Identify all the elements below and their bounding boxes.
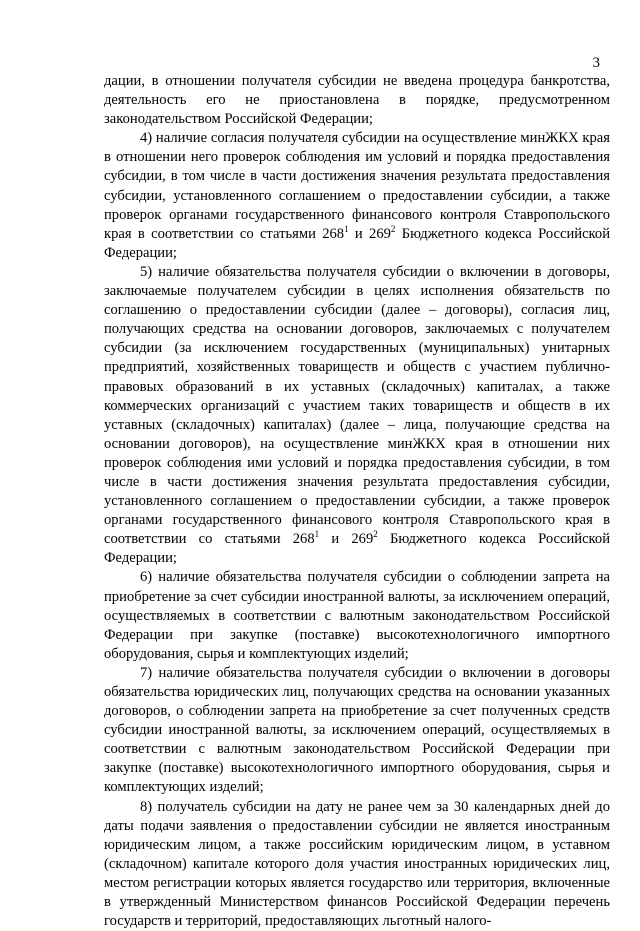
superscript: 2 [390,223,396,234]
paragraph-text: и 269 [319,531,374,548]
paragraph-continuation: дации, в отношении получателя субсидии не введена процедура банкротства, деятельность его не приостановлена в порядке, предусмотренном законодательством Российской Федерации; [104,73,610,128]
paragraph-text: 5) наличие обязательства получателя субсидии о включении в договоры, заключаемые получателем субсидии в целях исполнения обязательств по соглашению о предоставлении субсидии (далее – договоры), согласия лиц, получающих средства на основании договоров, заключаемых с получателем субсидии (за исключением государственных (муниципальных) унитарных предприятий, хозяйственных товариществ и обществ с участием публично-правовых образований в их уставных (складочных) капиталах, а также коммерческих организаций с участием таких товариществ и обществ в их уставных (складочных) капиталах) (далее – лица, получающие средства на основании договоров), на осуществление минЖКХ края в отношении них проверок соблюдения ими условий и порядка предоставления субсидии, в том числе в части достижения значения результата предоставления субсидии, установленного соглашением о предоставлении субсидии, а также проверок органами государственного финансового контроля Ставропольского края в соответствии со статьями 268 [104,263,610,548]
document-body [104,72,610,931]
paragraph-item-5 [104,263,610,569]
paragraph-item-8: 8) получатель субсидии на дату не ранее чем за 30 календарных дней до даты подачи заявления о предоставлении субсидии не является иностранным юридическим лицом, а также российским юридическим лицом, в уставном (складочном) капитале которого доля участия иностранных юридических лиц, местом регистрации которых является государство или территория, включенные в утвержденный Министерством финансов Российской Федерации перечень государств и территорий, предоставляющих льготный налого- [104,798,610,930]
superscript: 2 [373,529,378,540]
paragraph-item-4 [104,129,610,263]
paragraph-item-6: 6) наличие обязательства получателя субсидии о соблюдении запрета на приобретение за счет субсидии иностранной валюты, за исключением операций, осуществляемых в соответствии с валютным законодательством Российской Федерации при закупке (поставке) высокотехнологичного импортного оборудования, сырья и комплектующих изделий; [104,569,610,662]
paragraph-text: Бюджетного кодекса Российской Федерации; [104,225,611,261]
superscript: 1 [344,223,349,234]
paragraph-text: 4) наличие согласия получателя субсидии на осуществление минЖКХ края в отношении него проверок соблюдения им условий и порядка предоставления субсидии, в том числе в части достижения значения результата предоставления субсидии, установленного соглашением о предоставлении субсидии, а также проверок органами государственного финансового контроля Ставропольского края в соответствии со статьями 268 [104,130,610,242]
paragraph-text: Бюджетного кодекса Российской Федерации; [104,531,611,567]
paragraph-item-7: 7) наличие обязательства получателя субсидии о включении в договоры обязательства юридических лиц, получающих средства на основании указанных договоров, о соблюдении запрета на приобретение за счет полученных средств субсидии иностранной валюты, за исключением операций, осуществляемых в соответствии с валютным законодательством Российской Федерации при закупке (поставке) высокотехнологичного импортного оборудования, сырья и комплектующих изделий; [104,664,610,796]
paragraph-text: и 269 [348,225,391,242]
superscript: 1 [314,529,320,540]
page-number: 3 [592,55,600,71]
